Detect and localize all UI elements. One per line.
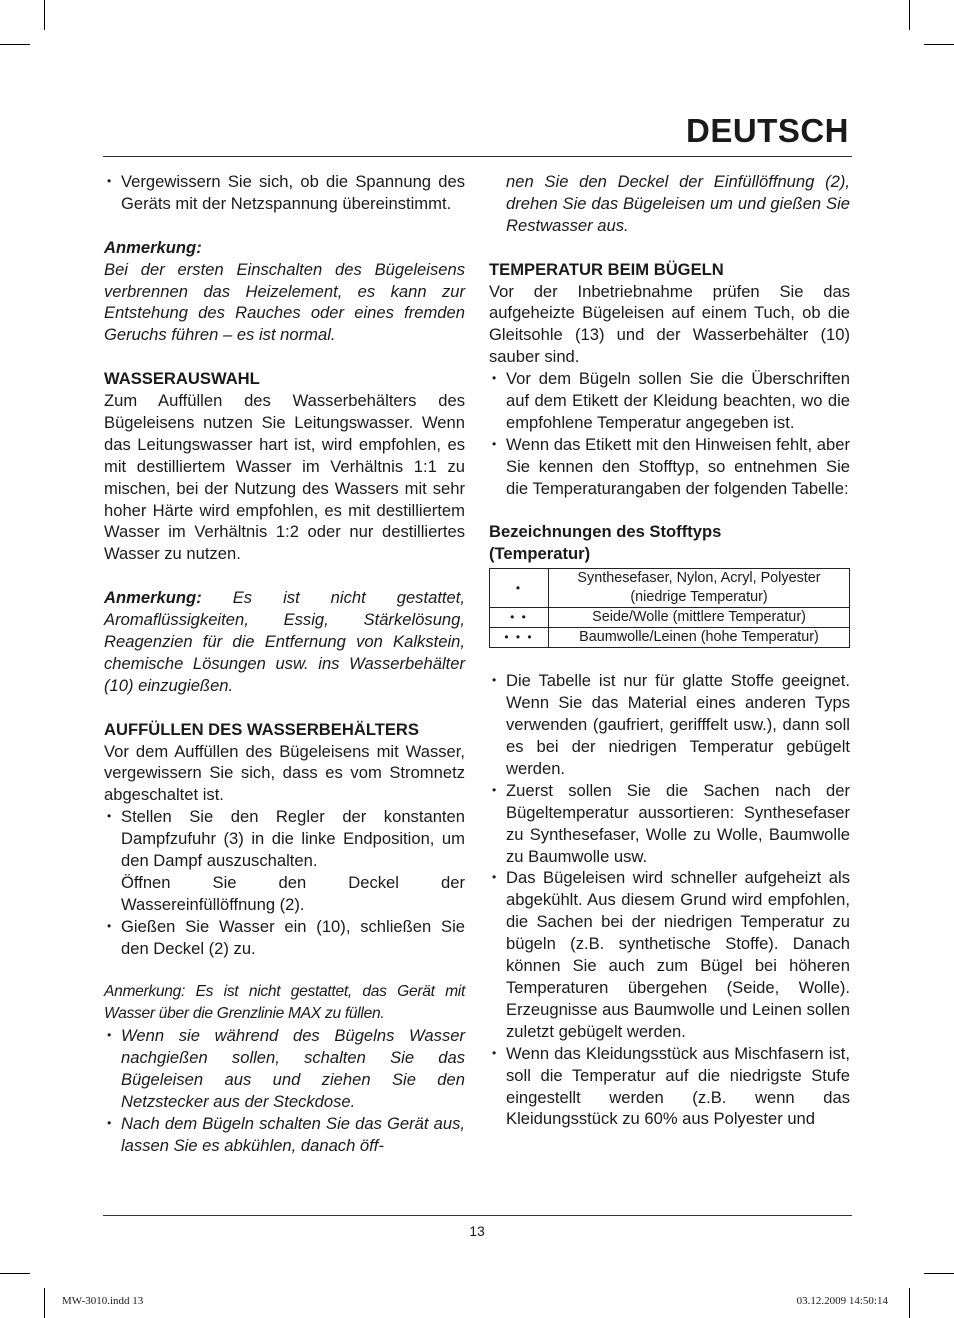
continued-text: nen Sie den Deckel der Einfüllöffnung (2), drehen Sie das Bügeleisen um und gießen Sie Restwasser aus.	[506, 172, 850, 235]
list-item: • Wenn das Kleidungsstück aus Mischfasern ist, soll die Temperatur auf die niedrigste Stufe eingestellt werden (z.B. wenn das Kleidungsstück zu 60% aus Polyester und	[489, 1043, 850, 1131]
note-paragraph: Anmerkung: Es ist nicht gestattet, das Gerät mit Wasser über die Grenzlinie MAX zu füllen.	[104, 983, 465, 1023]
footer-rule	[103, 1215, 852, 1216]
crop-mark	[924, 44, 954, 45]
fabric-type: Synthesefaser, Nylon, Acryl, Polyester (niedrige Temperatur)	[549, 569, 850, 608]
crop-mark	[44, 0, 45, 30]
table-title: Bezeichnungen des Stofftyps	[489, 522, 722, 542]
list-item: • Gießen Sie Wasser ein (10), schließen Sie den Deckel (2) zu.	[104, 916, 465, 960]
table-row	[490, 569, 850, 608]
crop-mark	[0, 44, 30, 45]
paragraph: Zum Auffüllen des Wasserbehälters des Bügeleisens nutzen Sie Leitungswasser. Wenn das Leitungswasser hart ist, wird empfohlen, es mit destilliertem Wasser im Verhältnis 1:1 zu mischen, bei der Nutzung des Wassers mit sehr hoher Härte wird empfohlen, es mit destilliertem Wasser im Verhältnis 1:2 oder nur destilliertes Wasser zu nutzen.	[104, 391, 465, 564]
page-title: DEUTSCH	[685, 112, 849, 149]
note-paragraph	[104, 587, 465, 697]
paragraph: Vor der Inbetriebnahme prüfen Sie das aufgeheizte Bügeleisen auf einem Tuch, ob die Gleitsohle (13) und der Wasserbehälter (10) sauber sind.	[489, 281, 850, 367]
right-column	[489, 171, 850, 1130]
list-item: • Vergewissern Sie sich, ob die Spannung des Geräts mit der Netzspannung übereinstimmt.	[104, 171, 465, 215]
crop-mark	[924, 1273, 954, 1274]
list-item: • Nach dem Bügeln schalten Sie das Gerät aus, lassen Sie es abkühlen, danach öff-	[104, 1113, 465, 1157]
crop-mark	[909, 1288, 910, 1318]
header-rule	[103, 156, 852, 157]
table-row	[490, 608, 850, 628]
note-label: Anmerkung:	[104, 588, 202, 608]
crop-mark	[909, 0, 910, 30]
list-item: • Das Bügeleisen wird schneller aufgeheizt als abgekühlt. Aus diesem Grund wird empfohlen, die Sachen bei der niedrigen Temperatur zu bügeln (z.B. synthetische Stoffe). Danach können Sie auch zum Bügel bei höheren Temperaturen übergehen (Seide, Wolle). Erzeugnisse aus Baumwolle und Leinen sollen zuletzt gebügelt werden.	[489, 867, 850, 1042]
fabric-temperature-table	[489, 568, 850, 648]
bullet-list	[489, 670, 850, 1130]
list-item: • Wenn sie während des Bügelns Wasser nachgießen sollen, schalten Sie das Bügeleisen aus und ziehen Sie den Netzstecker aus der Steckdose.	[104, 1025, 465, 1113]
table-row	[490, 628, 850, 648]
file-info: MW-3010.indd 13	[62, 1295, 144, 1307]
temperature-dots: •	[490, 569, 549, 608]
table-title: (Temperatur)	[489, 544, 591, 564]
list-item: • Zuerst sollen Sie die Sachen nach der Bügeltemperatur aussortieren: Synthesefaser zu Synthesefaser, Wolle zu Wolle, Baumwolle zu Baumwolle usw.	[489, 780, 850, 868]
fabric-type: Baumwolle/Leinen (hohe Temperatur)	[549, 628, 850, 648]
list-item	[104, 806, 465, 916]
note-text: Bei der ersten Einschalten des Bügeleisens verbrennen das Heizelement, es kann zur Entstehung des Rauches oder eines fremden Geruchs führen – es ist normal.	[104, 259, 465, 345]
bullet-list	[489, 368, 850, 499]
page-number: 13	[469, 1223, 485, 1239]
crop-mark	[0, 1273, 30, 1274]
list-item-text: Stellen Sie den Regler der konstanten Dampfzufuhr (3) in die linke Endposition, um den Dampf auszuschalten.	[121, 807, 465, 871]
section-heading-temperature: TEMPERATUR BEIM BÜGELN	[489, 259, 724, 279]
bullet-list	[104, 806, 465, 959]
bullet-list	[104, 171, 465, 215]
list-item-text: Öffnen Sie den Deckel der Wassereinfüllöffnung (2).	[121, 872, 465, 914]
list-item: • Wenn das Etikett mit den Hinweisen fehlt, aber Sie kennen den Stofftyp, so entnehmen Sie die Temperaturangaben der folgenden Tabelle:	[489, 434, 850, 500]
list-item: • Die Tabelle ist nur für glatte Stoffe geeignet. Wenn Sie das Material eines anderen Typs verwenden (gaufriert, gerifffelt usw.), dann soll es bei der niedrigen Temperatur gebügelt werden.	[489, 670, 850, 780]
fabric-type: Seide/Wolle (mittlere Temperatur)	[549, 608, 850, 628]
note-label: Anmerkung:	[104, 237, 202, 257]
section-heading-water: WASSERAUSWAHL	[104, 369, 260, 389]
section-heading-fill: AUFFÜLLEN DES WASSERBEHÄLTERS	[104, 719, 419, 739]
temperature-dots: • • •	[490, 628, 549, 648]
list-item: • Vor dem Bügeln sollen Sie die Überschriften auf dem Etikett der Kleidung beachten, wo die empfohlene Temperatur angegeben ist.	[489, 368, 850, 434]
crop-mark	[44, 1288, 45, 1318]
note-text: Es ist nicht gestattet, Aromaflüssigkeiten, Essig, Stärkelösung, Reagenzien für die Entfernung von Kalkstein, chemische Lösungen usw. ins Wasserbehälter (10) einzugießen.	[104, 588, 465, 695]
temperature-dots: • •	[490, 608, 549, 628]
paragraph: Vor dem Auffüllen des Bügeleisens mit Wasser, vergewissern Sie sich, dass es vom Stromnetz abgeschaltet ist.	[104, 741, 465, 805]
left-column	[104, 171, 465, 1157]
print-timestamp: 03.12.2009 14:50:14	[796, 1295, 888, 1307]
bullet-list	[104, 1025, 465, 1156]
